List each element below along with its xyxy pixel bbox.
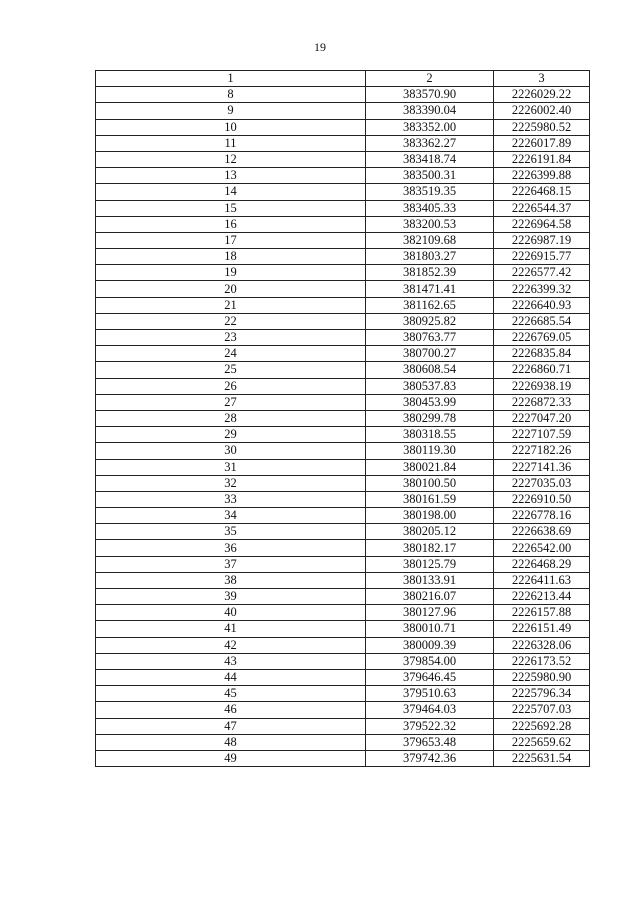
header-x-coordinate: 2 [366, 71, 494, 87]
y-coordinate-cell: 2226964.58 [494, 216, 590, 232]
table-header [96, 71, 590, 87]
table-row [96, 750, 590, 766]
table-row [96, 103, 590, 119]
point-number-cell: 8 [96, 87, 366, 103]
y-coordinate-cell: 2226638.69 [494, 524, 590, 540]
x-coordinate-cell: 383519.35 [366, 184, 494, 200]
table-row [96, 168, 590, 184]
table-row [96, 119, 590, 135]
page-number: 19 [314, 40, 326, 54]
point-number-cell: 40 [96, 605, 366, 621]
point-number-cell: 20 [96, 281, 366, 297]
point-number-cell: 21 [96, 297, 366, 313]
table-row [96, 734, 590, 750]
x-coordinate-cell: 380608.54 [366, 362, 494, 378]
x-coordinate-cell: 380127.96 [366, 605, 494, 621]
point-number-cell: 33 [96, 491, 366, 507]
y-coordinate-cell: 2226213.44 [494, 589, 590, 605]
point-number-cell: 9 [96, 103, 366, 119]
x-coordinate-cell: 383200.53 [366, 216, 494, 232]
point-number-cell: 39 [96, 589, 366, 605]
table-row [96, 362, 590, 378]
y-coordinate-cell: 2225796.34 [494, 686, 590, 702]
table-row [96, 265, 590, 281]
y-coordinate-cell: 2226872.33 [494, 394, 590, 410]
x-coordinate-cell: 379854.00 [366, 653, 494, 669]
y-coordinate-cell: 2225707.03 [494, 702, 590, 718]
x-coordinate-cell: 380009.39 [366, 637, 494, 653]
x-coordinate-cell: 381852.39 [366, 265, 494, 281]
y-coordinate-cell: 2226173.52 [494, 653, 590, 669]
table-row [96, 572, 590, 588]
point-number-cell: 27 [96, 394, 366, 410]
x-coordinate-cell: 383570.90 [366, 87, 494, 103]
point-number-cell: 11 [96, 135, 366, 151]
x-coordinate-cell: 380205.12 [366, 524, 494, 540]
point-number-cell: 49 [96, 750, 366, 766]
y-coordinate-cell: 2227182.26 [494, 443, 590, 459]
y-coordinate-cell: 2226640.93 [494, 297, 590, 313]
y-coordinate-cell: 2226577.42 [494, 265, 590, 281]
table-row [96, 281, 590, 297]
point-number-cell: 44 [96, 669, 366, 685]
point-number-cell: 22 [96, 313, 366, 329]
point-number-cell: 13 [96, 168, 366, 184]
point-number-cell: 14 [96, 184, 366, 200]
x-coordinate-cell: 383405.33 [366, 200, 494, 216]
x-coordinate-cell: 380299.78 [366, 410, 494, 426]
y-coordinate-cell: 2226328.06 [494, 637, 590, 653]
point-number-cell: 19 [96, 265, 366, 281]
point-number-cell: 24 [96, 346, 366, 362]
table-row [96, 589, 590, 605]
table-row [96, 135, 590, 151]
x-coordinate-cell: 380125.79 [366, 556, 494, 572]
point-number-cell: 31 [96, 459, 366, 475]
point-number-cell: 42 [96, 637, 366, 653]
coordinates-table [95, 70, 590, 767]
x-coordinate-cell: 380537.83 [366, 378, 494, 394]
x-coordinate-cell: 381162.65 [366, 297, 494, 313]
table-row [96, 330, 590, 346]
x-coordinate-cell: 380763.77 [366, 330, 494, 346]
y-coordinate-cell: 2226468.15 [494, 184, 590, 200]
table-row [96, 151, 590, 167]
y-coordinate-cell: 2226769.05 [494, 330, 590, 346]
table-row [96, 524, 590, 540]
y-coordinate-cell: 2226157.88 [494, 605, 590, 621]
y-coordinate-cell: 2226544.37 [494, 200, 590, 216]
table-row [96, 87, 590, 103]
point-number-cell: 35 [96, 524, 366, 540]
y-coordinate-cell: 2226399.88 [494, 168, 590, 184]
point-number-cell: 38 [96, 572, 366, 588]
y-coordinate-cell: 2225659.62 [494, 734, 590, 750]
y-coordinate-cell: 2226468.29 [494, 556, 590, 572]
point-number-cell: 37 [96, 556, 366, 572]
x-coordinate-cell: 379646.45 [366, 669, 494, 685]
table-row [96, 346, 590, 362]
table-row [96, 475, 590, 491]
x-coordinate-cell: 380925.82 [366, 313, 494, 329]
x-coordinate-cell: 379522.32 [366, 718, 494, 734]
y-coordinate-cell: 2225980.52 [494, 119, 590, 135]
table-row [96, 297, 590, 313]
point-number-cell: 10 [96, 119, 366, 135]
table-row [96, 378, 590, 394]
point-number-cell: 32 [96, 475, 366, 491]
y-coordinate-cell: 2226685.54 [494, 313, 590, 329]
table-row [96, 443, 590, 459]
point-number-cell: 25 [96, 362, 366, 378]
x-coordinate-cell: 380100.50 [366, 475, 494, 491]
x-coordinate-cell: 380700.27 [366, 346, 494, 362]
x-coordinate-cell: 379742.36 [366, 750, 494, 766]
x-coordinate-cell: 379510.63 [366, 686, 494, 702]
x-coordinate-cell: 380198.00 [366, 508, 494, 524]
x-coordinate-cell: 383418.74 [366, 151, 494, 167]
table-row [96, 216, 590, 232]
y-coordinate-cell: 2226411.63 [494, 572, 590, 588]
point-number-cell: 18 [96, 249, 366, 265]
table-row [96, 702, 590, 718]
x-coordinate-cell: 380010.71 [366, 621, 494, 637]
table-row [96, 394, 590, 410]
point-number-cell: 41 [96, 621, 366, 637]
x-coordinate-cell: 379653.48 [366, 734, 494, 750]
y-coordinate-cell: 2226017.89 [494, 135, 590, 151]
y-coordinate-cell: 2226778.16 [494, 508, 590, 524]
y-coordinate-cell: 2226915.77 [494, 249, 590, 265]
x-coordinate-cell: 380453.99 [366, 394, 494, 410]
x-coordinate-cell: 383362.27 [366, 135, 494, 151]
x-coordinate-cell: 379464.03 [366, 702, 494, 718]
point-number-cell: 15 [96, 200, 366, 216]
x-coordinate-cell: 382109.68 [366, 232, 494, 248]
point-number-cell: 29 [96, 427, 366, 443]
y-coordinate-cell: 2227035.03 [494, 475, 590, 491]
y-coordinate-cell: 2225631.54 [494, 750, 590, 766]
point-number-cell: 36 [96, 540, 366, 556]
x-coordinate-cell: 381471.41 [366, 281, 494, 297]
point-number-cell: 34 [96, 508, 366, 524]
y-coordinate-cell: 2225980.90 [494, 669, 590, 685]
table-row [96, 200, 590, 216]
y-coordinate-cell: 2226399.32 [494, 281, 590, 297]
point-number-cell: 30 [96, 443, 366, 459]
x-coordinate-cell: 383500.31 [366, 168, 494, 184]
y-coordinate-cell: 2226910.50 [494, 491, 590, 507]
x-coordinate-cell: 380133.91 [366, 572, 494, 588]
x-coordinate-cell: 380318.55 [366, 427, 494, 443]
point-number-cell: 23 [96, 330, 366, 346]
table-row [96, 184, 590, 200]
x-coordinate-cell: 383390.04 [366, 103, 494, 119]
point-number-cell: 43 [96, 653, 366, 669]
point-number-cell: 28 [96, 410, 366, 426]
y-coordinate-cell: 2226987.19 [494, 232, 590, 248]
table-row [96, 718, 590, 734]
point-number-cell: 16 [96, 216, 366, 232]
point-number-cell: 17 [96, 232, 366, 248]
y-coordinate-cell: 2226938.19 [494, 378, 590, 394]
point-number-cell: 47 [96, 718, 366, 734]
table-row [96, 605, 590, 621]
y-coordinate-cell: 2226002.40 [494, 103, 590, 119]
table-row [96, 540, 590, 556]
point-number-cell: 26 [96, 378, 366, 394]
y-coordinate-cell: 2226151.49 [494, 621, 590, 637]
table-row [96, 653, 590, 669]
y-coordinate-cell: 2226860.71 [494, 362, 590, 378]
table-row [96, 686, 590, 702]
x-coordinate-cell: 383352.00 [366, 119, 494, 135]
y-coordinate-cell: 2226029.22 [494, 87, 590, 103]
table-row [96, 637, 590, 653]
table-row [96, 669, 590, 685]
table-row [96, 410, 590, 426]
y-coordinate-cell: 2227141.36 [494, 459, 590, 475]
table-row [96, 508, 590, 524]
header-y-coordinate: 3 [494, 71, 590, 87]
y-coordinate-cell: 2227107.59 [494, 427, 590, 443]
table-row [96, 232, 590, 248]
table-row [96, 427, 590, 443]
table-row [96, 459, 590, 475]
x-coordinate-cell: 380119.30 [366, 443, 494, 459]
y-coordinate-cell: 2227047.20 [494, 410, 590, 426]
table-row [96, 621, 590, 637]
x-coordinate-cell: 380216.07 [366, 589, 494, 605]
x-coordinate-cell: 380161.59 [366, 491, 494, 507]
y-coordinate-cell: 2226191.84 [494, 151, 590, 167]
point-number-cell: 45 [96, 686, 366, 702]
x-coordinate-cell: 381803.27 [366, 249, 494, 265]
y-coordinate-cell: 2225692.28 [494, 718, 590, 734]
point-number-cell: 12 [96, 151, 366, 167]
table-row [96, 491, 590, 507]
y-coordinate-cell: 2226542.00 [494, 540, 590, 556]
table-row [96, 249, 590, 265]
header-row [96, 71, 590, 87]
table-row [96, 556, 590, 572]
header-point-number: 1 [96, 71, 366, 87]
table-body [96, 87, 590, 767]
table-row [96, 313, 590, 329]
point-number-cell: 46 [96, 702, 366, 718]
y-coordinate-cell: 2226835.84 [494, 346, 590, 362]
x-coordinate-cell: 380182.17 [366, 540, 494, 556]
point-number-cell: 48 [96, 734, 366, 750]
x-coordinate-cell: 380021.84 [366, 459, 494, 475]
